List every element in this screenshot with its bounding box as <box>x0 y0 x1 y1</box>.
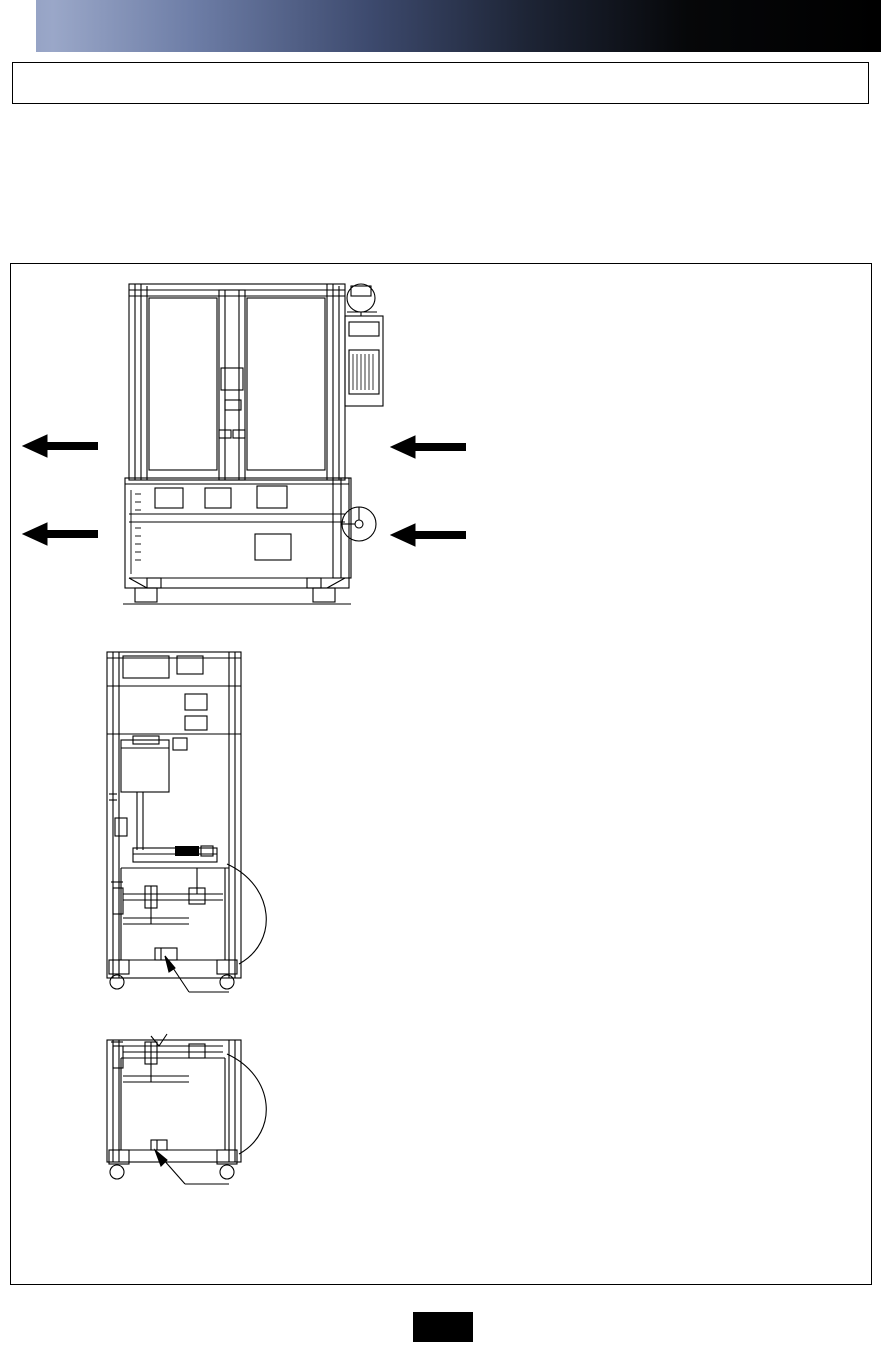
callout-arrow-3 <box>21 521 101 547</box>
callout-arrow-1 <box>21 433 101 459</box>
banner-left-cap <box>0 0 36 52</box>
section-title-box <box>12 62 869 104</box>
side-view-lower-drawing <box>89 1032 349 1212</box>
front-view-drawing <box>101 272 521 622</box>
page-header-banner <box>0 0 881 52</box>
figure-frame <box>10 263 872 1285</box>
page-number-block <box>413 1312 473 1342</box>
side-view-upper-drawing <box>89 642 349 1012</box>
